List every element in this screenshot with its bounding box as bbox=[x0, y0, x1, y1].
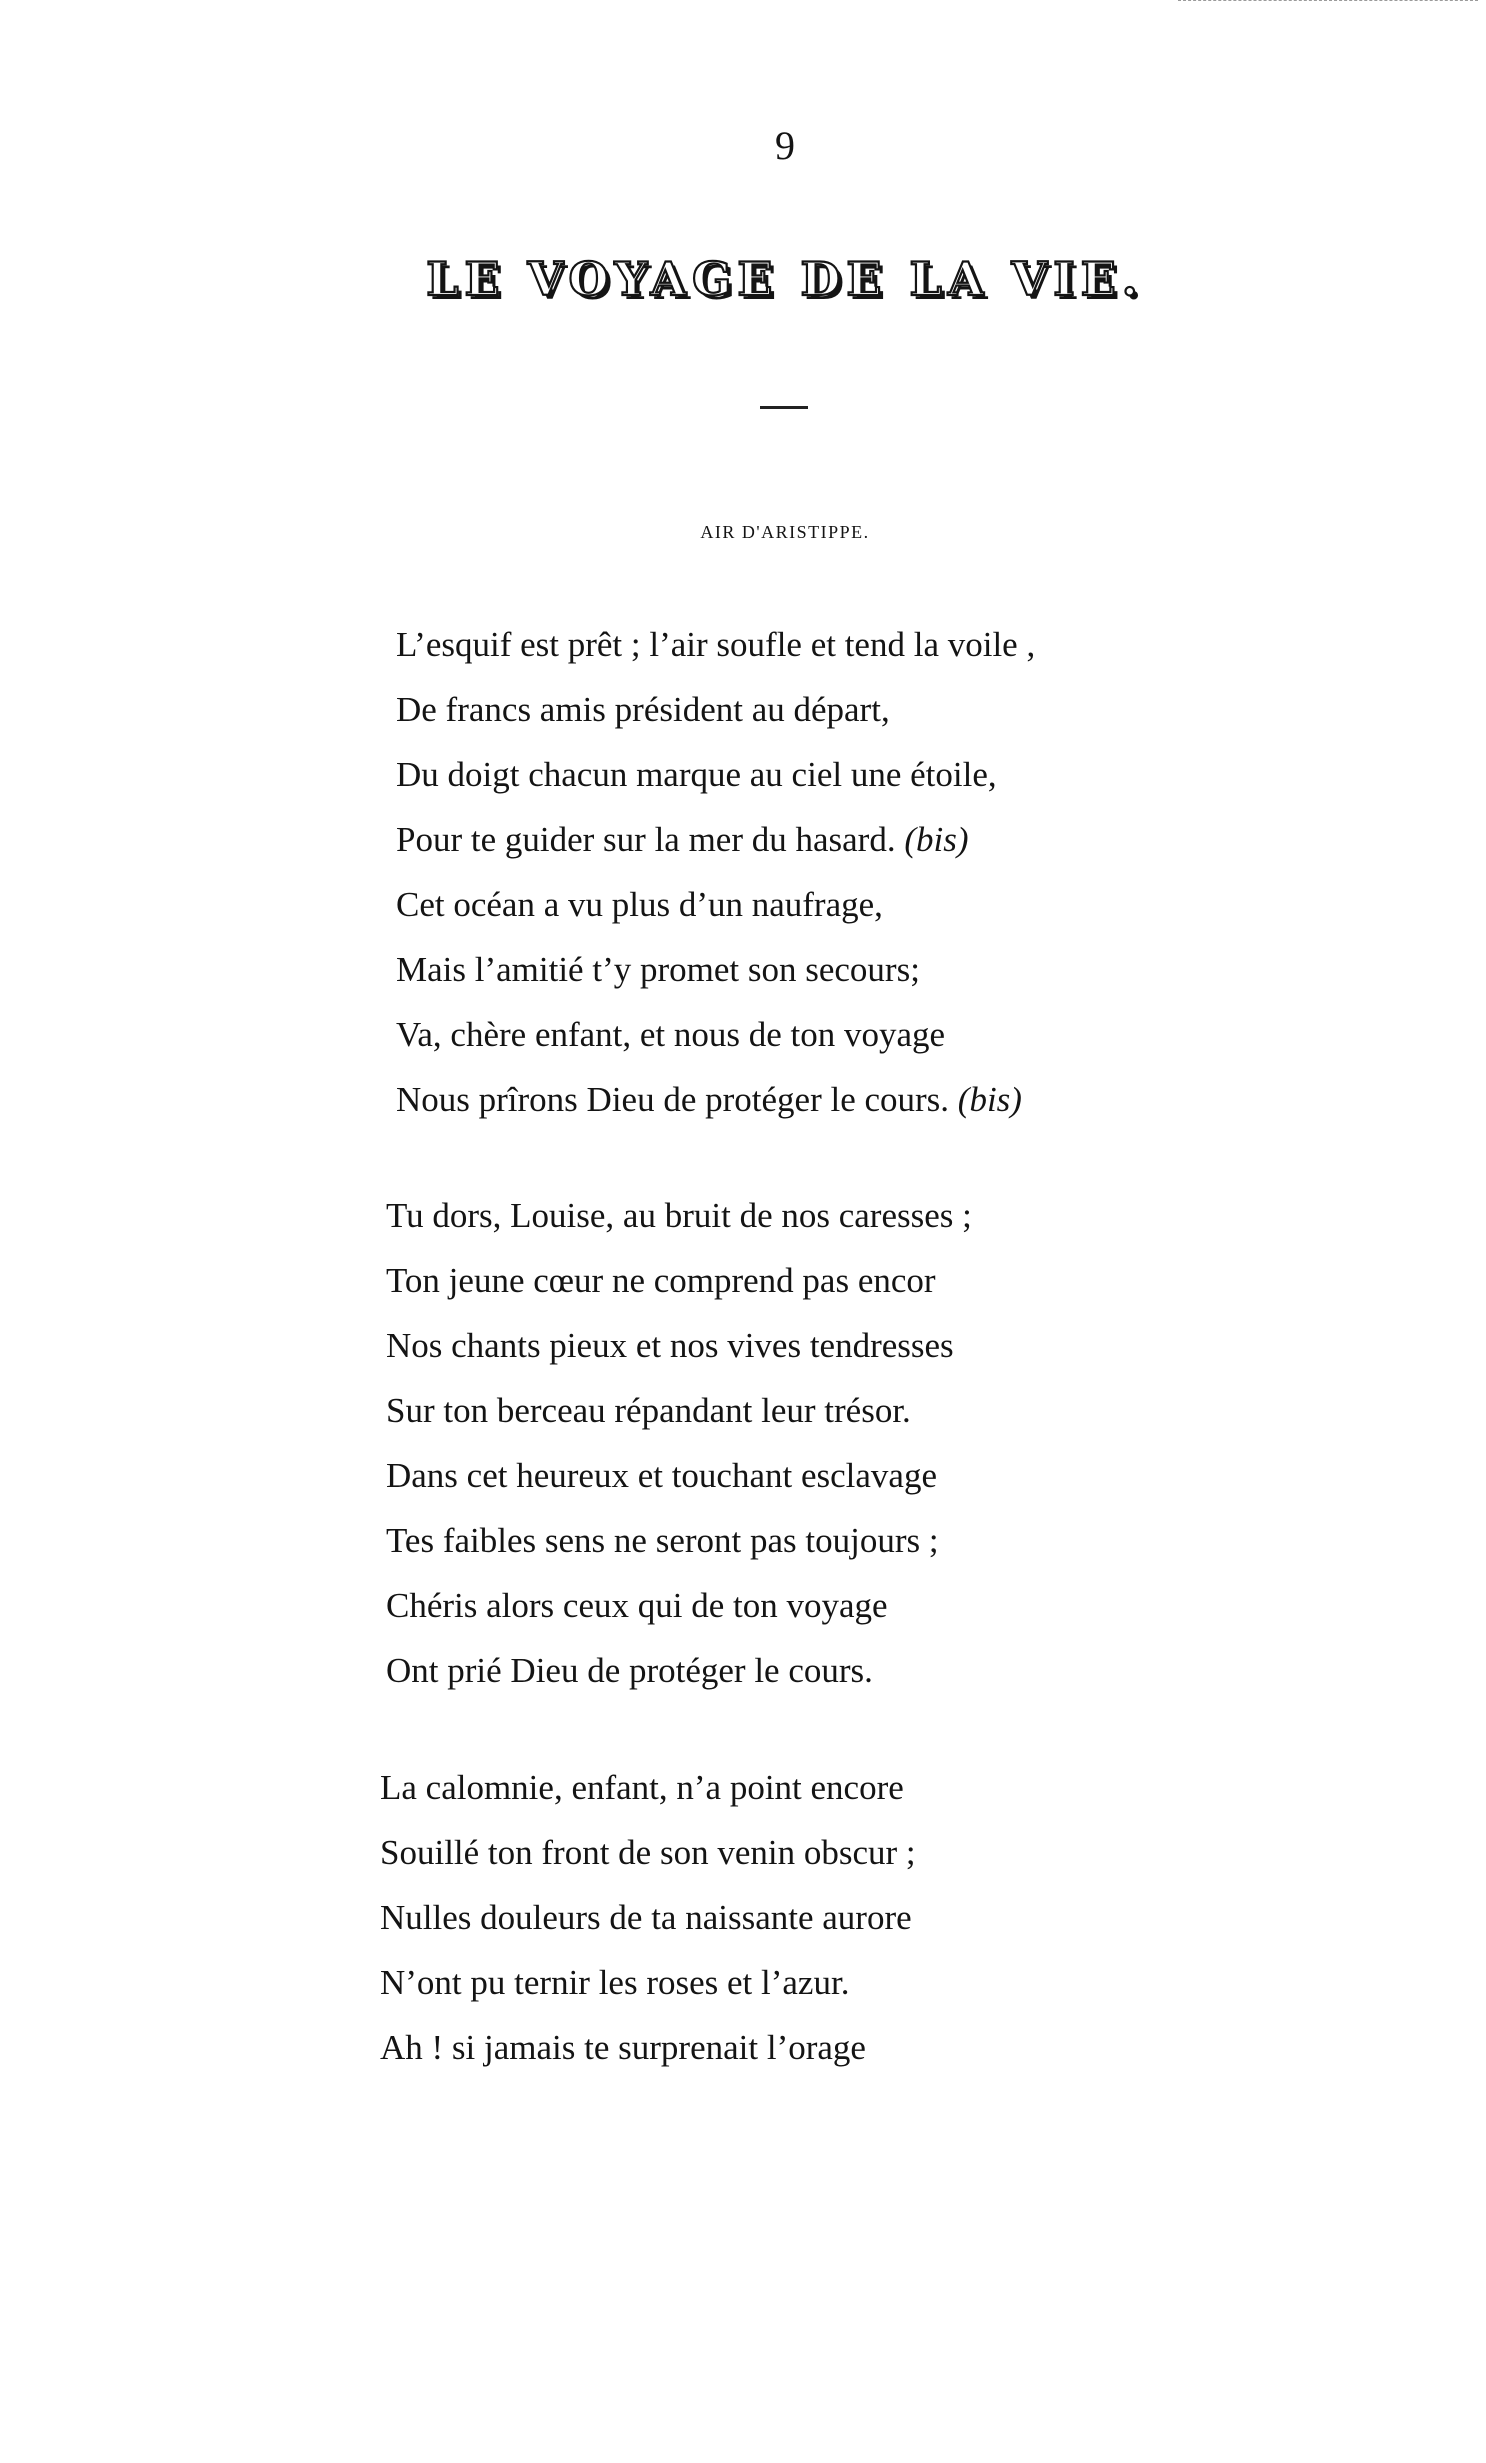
poem-title: LE VOYAGE DE LA VIE. bbox=[426, 252, 1144, 306]
verse-line: Va, chère enfant, et nous de ton voyage bbox=[396, 1015, 946, 1054]
title-divider-rule bbox=[760, 406, 808, 409]
verse-line: Nous prîrons Dieu de protéger le cours. (bis) bbox=[396, 1080, 1022, 1119]
verse-line: De francs amis président au départ, bbox=[396, 690, 890, 729]
verse-line: Du doigt chacun marque au ciel une étoile, bbox=[396, 755, 997, 794]
verse-line: Ont prié Dieu de protéger le cours. bbox=[386, 1651, 873, 1690]
verse-line: Tu dors, Louise, au bruit de nos caresses ; bbox=[386, 1196, 972, 1235]
verse-line: L’esquif est prêt ; l’air soufle et tend la voile , bbox=[396, 625, 1036, 664]
verse-line: Nos chants pieux et nos vives tendresses bbox=[386, 1326, 954, 1365]
stanza-1 bbox=[396, 612, 1035, 1132]
verse-line: Souillé ton front de son venin obscur ; bbox=[380, 1833, 916, 1872]
bis-marker: (bis) bbox=[957, 1080, 1022, 1119]
verse-line: N’ont pu ternir les roses et l’azur. bbox=[380, 1963, 850, 2002]
verse-line: Chéris alors ceux qui de ton voyage bbox=[386, 1586, 888, 1625]
verse-line: Cet océan a vu plus d’un naufrage, bbox=[396, 885, 883, 924]
verse-line: Dans cet heureux et touchant esclavage bbox=[386, 1456, 937, 1495]
page-number: 9 bbox=[775, 123, 795, 168]
air-indication: AIR D'ARISTIPPE. bbox=[700, 522, 870, 542]
verse-line: Ah ! si jamais te surprenait l’orage bbox=[380, 2028, 866, 2067]
verse-line: Mais l’amitié t’y promet son secours; bbox=[396, 950, 920, 989]
verse-line: Sur ton berceau répandant leur trésor. bbox=[386, 1391, 911, 1430]
bis-marker: (bis) bbox=[904, 820, 969, 859]
stanza-2 bbox=[386, 1183, 972, 1703]
verse-line: Tes faibles sens ne seront pas toujours ; bbox=[386, 1521, 939, 1560]
scan-edge-marks bbox=[1178, 0, 1478, 7]
verse-line: Ton jeune cœur ne comprend pas encor bbox=[386, 1261, 936, 1300]
verse-line: Nulles douleurs de ta naissante aurore bbox=[380, 1898, 912, 1937]
verse-line: Pour te guider sur la mer du hasard. (bis) bbox=[396, 820, 969, 859]
verse-line: La calomnie, enfant, n’a point encore bbox=[380, 1768, 904, 1807]
stanza-3 bbox=[380, 1755, 916, 2080]
